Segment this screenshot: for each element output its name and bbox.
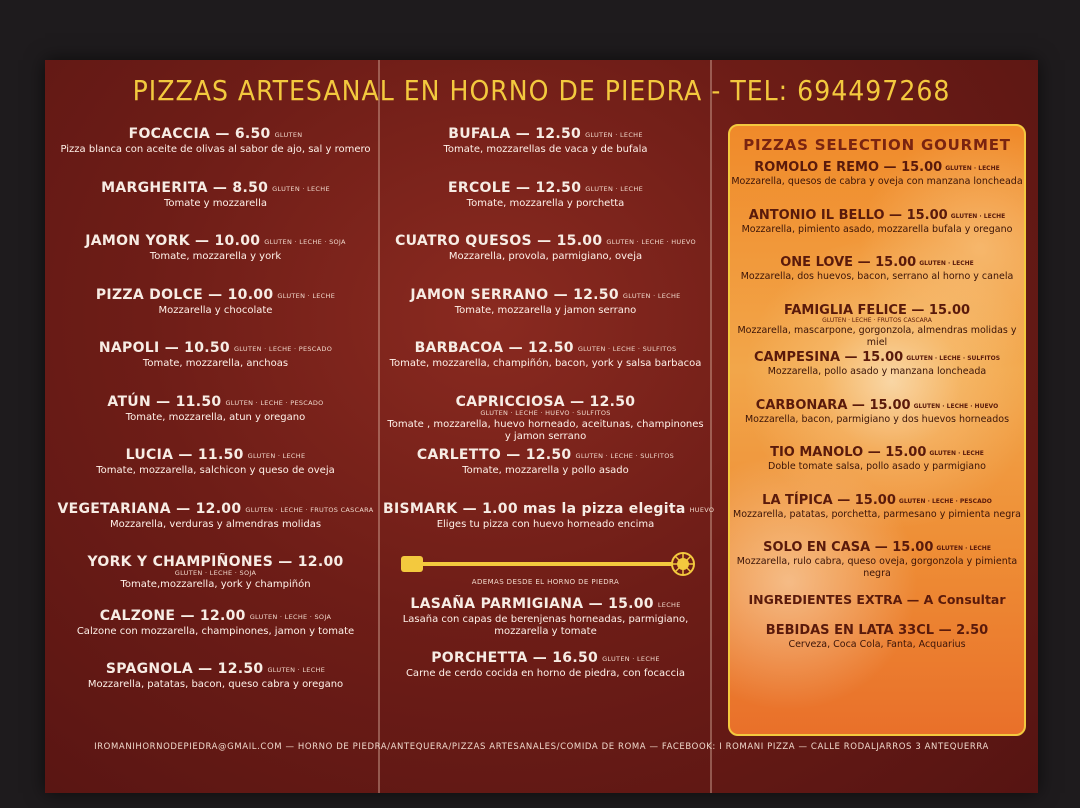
item-price: 10.00 (227, 286, 274, 303)
menu-item (383, 500, 715, 555)
item-price: 15.00 (906, 207, 948, 223)
item-price: 11.50 (197, 447, 244, 463)
item-price: 15.00 (854, 492, 896, 508)
fold-line (710, 60, 712, 793)
item-name: FAMIGLIA FELICE (783, 302, 907, 318)
item-price: 12.50 (525, 447, 572, 463)
item-name: PIZZA DOLCE (95, 286, 203, 303)
menu-column-left (53, 126, 378, 715)
allergen-tags: GLUTEN · LECHE (622, 291, 681, 300)
allergen-tags: GLUTEN · LECHE (919, 260, 974, 267)
item-price: 10.50 (184, 340, 230, 356)
menu-item-heading: PORCHETTA — 16.50 GLUTEN · LECHE (431, 649, 660, 666)
menu-item-heading: ERCOLE — 12.50 GLUTEN · LECHE (448, 179, 643, 196)
item-description: Doble tomate salsa, pollo asado y parmigiano (768, 461, 986, 472)
item-price: 11.50 (175, 393, 222, 410)
item-description: Mozzarella, mascarpone, gorgonzola, almendras molidas y miel (737, 324, 1017, 348)
item-name: YORK Y CHAMPIÑONES (87, 554, 274, 570)
menu-item-heading: CAMPESINA — 15.00 GLUTEN · LECHE · SULFITOS (753, 350, 1001, 365)
menu-item-heading: ANTONIO IL BELLO — 15.00 GLUTEN · LECHE (748, 207, 1006, 223)
item-description: Mozzarella, patatas, bacon, queso cabra y oregano (87, 679, 344, 690)
item-price: 15.00 (928, 302, 971, 318)
extra-ingredients: INGREDIENTES EXTRA — A Consultar (748, 591, 1006, 607)
item-price: 8.50 (232, 179, 269, 196)
menu-item (53, 233, 378, 287)
menu-item (53, 447, 378, 501)
menu-item-heading: ATÚN — 11.50 GLUTEN · LECHE · PESCADO (107, 393, 324, 410)
item-price: 12.50 (573, 286, 619, 303)
allergen-tags: GLUTEN · LECHE (945, 165, 1000, 172)
menu-item-heading: MARGHERITA — 8.50 GLUTEN · LECHE (101, 179, 330, 196)
item-price: 12.50 (217, 661, 264, 677)
item-description: Carne de cerdo cocida en horno de piedra, con focaccia (405, 667, 686, 679)
beverages: BEBIDAS EN LATA 33CL — 2.50 Cerveza, Coca Cola, Fanta, Acquarius (730, 623, 1024, 651)
item-price: 15.00 (885, 445, 927, 460)
item-price: 10.00 (214, 233, 261, 249)
menu-item-heading: PIZZA DOLCE — 10.00 GLUTEN · LECHE (95, 286, 336, 303)
menu-item-heading: LA TÍPICA — 15.00 GLUTEN · LECHE · PESCADO (762, 492, 992, 508)
allergen-tags: GLUTEN · LECHE · HUEVO · SULFITOS (480, 408, 611, 417)
item-price: 15.00 (556, 233, 603, 249)
item-name: PORCHETTA (431, 649, 528, 666)
allergen-tags: LECHE (657, 601, 681, 609)
menu-item (730, 255, 1024, 303)
item-description: Mozzarella, rulo cabra, queso oveja, gorgonzola y pimienta negra (736, 556, 1018, 579)
menu-item-heading: ROMOLO E REMO — 15.00 GLUTEN · LECHE (754, 160, 1000, 175)
menu-item-heading: BUFALA — 12.50 GLUTEN · LECHE (448, 126, 643, 142)
menu-item (383, 596, 708, 650)
menu-item (53, 180, 378, 234)
beverage-price: 2.50 (956, 622, 989, 638)
item-description: Mozzarella, quesos de cabra y oveja con manzana loncheada (731, 176, 1023, 187)
item-description: Mozzarella y chocolate (158, 304, 273, 316)
item-description: Tomate , mozzarella, huevo horneado, aceitunas, champinones y jamon serrano (387, 418, 704, 442)
menu-item (383, 233, 708, 287)
menu-item-heading: CARBONARA — 15.00 GLUTEN · LECHE · HUEVO (755, 397, 999, 413)
item-description: Mozzarella, bacon, parmigiano y dos huevos horneados (744, 413, 1010, 425)
item-price: 12.50 (589, 393, 636, 410)
item-name: ANTONIO IL BELLO (748, 207, 885, 223)
menu-item (53, 340, 378, 394)
menu-item-heading: YORK Y CHAMPIÑONES — 12.00 (87, 554, 344, 570)
item-name: LASAÑA PARMIGIANA (410, 596, 584, 612)
menu-item-heading: LUCIA — 11.50 GLUTEN · LECHE (125, 447, 306, 463)
menu-item-heading: BISMARK — 1.00 mas la pizza elegita HUEVO (383, 500, 715, 517)
allergen-tags: GLUTEN · LECHE (585, 131, 643, 139)
allergen-tags: GLUTEN · LECHE (585, 184, 643, 193)
beverage-name: BEBIDAS EN LATA 33CL (765, 622, 935, 638)
item-name: VEGETARIANA (57, 500, 171, 517)
item-description: Tomate, mozzarella, atun y oregano (125, 411, 306, 423)
item-description: Tomate y mozzarella (164, 197, 267, 209)
menu-item-heading: NAPOLI — 10.50 GLUTEN · LECHE · PESCADO (98, 340, 333, 356)
menu-item-heading: CARLETTO — 12.50 GLUTEN · LECHE · SULFITOS (416, 447, 675, 463)
item-description: Eliges tu pizza con huevo horneado encima (436, 518, 655, 530)
menu-item (53, 501, 378, 555)
menu-item (53, 661, 378, 715)
item-name: LUCIA (125, 447, 174, 463)
allergen-tags: GLUTEN · LECHE · SOJA (264, 238, 346, 246)
item-name: BISMARK (383, 500, 458, 517)
menu-item (730, 398, 1024, 446)
menu-item (730, 303, 1024, 351)
item-description: Mozzarella, pollo asado y manzana loncheada (767, 366, 987, 377)
item-description: Tomate, mozzarella, salchicon y queso de oveja (96, 465, 335, 476)
allergen-tags: GLUTEN (274, 131, 303, 139)
menu-item (730, 350, 1024, 398)
gourmet-panel (728, 124, 1026, 736)
allergen-tags: GLUTEN · LECHE · PESCADO (898, 497, 992, 505)
menu-item (730, 208, 1024, 256)
menu-item-heading: CUATRO QUESOS — 15.00 GLUTEN · LECHE · HUEVO (395, 233, 696, 249)
item-name: BUFALA (448, 126, 511, 142)
menu-item-heading: JAMON YORK — 10.00 GLUTEN · LECHE · SOJA (85, 233, 346, 249)
item-description: Mozzarella, provola, parmigiano, oveja (448, 251, 643, 262)
menu-item (383, 287, 708, 341)
item-description: Mozzarella, pimiento asado, mozzarella bufala y oregano (741, 223, 1013, 235)
allergen-tags: GLUTEN · LECHE · SULFITOS (906, 355, 1001, 362)
allergen-tags: GLUTEN · LECHE · PESCADO (225, 398, 324, 407)
allergen-tags: GLUTEN · LECHE (277, 291, 336, 300)
item-name: ATÚN (107, 393, 151, 410)
item-description: Tomate, mozzarellas de vaca y de bufala (443, 144, 648, 155)
item-price: 12.50 (528, 340, 574, 356)
item-name: SPAGNOLA (105, 661, 193, 677)
item-description: Mozzarella, dos huevos, bacon, serrano al horno y canela (740, 271, 1014, 282)
item-price: 16.50 (552, 649, 599, 666)
allergen-tags: GLUTEN · LECHE · FRUTOS CASCARA (822, 316, 932, 324)
allergen-tags: GLUTEN · LECHE · SOJA (249, 612, 332, 621)
item-description: Lasaña con capas de berenjenas horneadas, parmigiano, mozzarella y tomate (402, 614, 689, 637)
allergen-tags: GLUTEN · LECHE (267, 666, 326, 674)
menu-item (383, 180, 708, 234)
menu-item (383, 126, 708, 180)
item-description: Pizza blanca con aceite de olivas al sabor de ajo, sal y romero (60, 144, 371, 155)
item-price: 12.00 (297, 554, 344, 570)
menu-item (730, 540, 1024, 588)
item-description: Tomate, mozzarella y jamon serrano (454, 304, 637, 316)
item-price: 12.00 (199, 607, 246, 624)
menu-item (383, 447, 708, 501)
item-price: 15.00 (901, 160, 943, 175)
pizza-paddle-icon (383, 550, 708, 580)
item-name: CALZONE (99, 607, 176, 624)
item-name: TIO MANOLO (770, 445, 864, 460)
item-price: 1.00 mas la pizza elegita (482, 500, 686, 517)
menu-item (53, 394, 378, 448)
menu-item (730, 493, 1024, 541)
menu-item (53, 608, 378, 662)
item-price: 15.00 (869, 397, 911, 413)
menu-item-heading: ONE LOVE — 15.00 GLUTEN · LECHE (780, 255, 974, 270)
item-description: Tomate, mozzarella y york (149, 251, 282, 262)
footer-contact: IROMANIHORNODEPIEDRA@GMAIL.COM — HORNO DE PIEDRA/ANTEQUERA/PIZZAS ARTESANALES/COMIDA DE ROMA — FACEBOOK: I ROMANI PIZZA — CALLE RODALJARROS 3 ANTEQUERRA (94, 742, 989, 752)
fold-line (378, 60, 380, 793)
item-name: BARBACOA (414, 340, 504, 356)
item-price: 15.00 (862, 350, 904, 365)
item-description: Tomate, mozzarella y pollo asado (462, 465, 629, 476)
item-price: 6.50 (234, 126, 271, 142)
menu-item-heading: TIO MANOLO — 15.00 GLUTEN · LECHE (770, 445, 984, 460)
item-name: ERCOLE (448, 179, 511, 196)
allergen-tags: GLUTEN · LECHE (929, 450, 984, 457)
item-description: Tomate, mozzarella, champiñón, bacon, york y salsa barbacoa (389, 358, 702, 369)
item-description: Tomate, mozzarella y porchetta (466, 197, 625, 209)
allergen-tags: GLUTEN · LECHE · SULFITOS (575, 452, 675, 460)
menu-leaflet (45, 60, 1038, 793)
item-description: Mozzarella, verduras y almendras molidas (109, 518, 322, 530)
item-name: MARGHERITA (101, 179, 208, 196)
allergen-tags: GLUTEN · LECHE (950, 212, 1006, 220)
allergen-tags: GLUTEN · LECHE · HUEVO (913, 402, 999, 410)
menu-item-heading: BARBACOA — 12.50 GLUTEN · LECHE · SULFITOS (414, 340, 677, 356)
menu-item (53, 126, 378, 180)
menu-item (53, 287, 378, 341)
menu-column-middle (383, 126, 715, 703)
item-name: LA TÍPICA (762, 492, 833, 508)
menu-item-heading: CAPRICCIOSA — 12.50 (455, 393, 636, 410)
item-name: CAPRICCIOSA (455, 393, 565, 410)
menu-item (383, 650, 708, 704)
menu-item (730, 445, 1024, 493)
item-name: CARBONARA (755, 397, 848, 413)
item-name: ROMOLO E REMO (754, 160, 879, 175)
menu-item-heading: SPAGNOLA — 12.50 GLUTEN · LECHE (105, 661, 326, 677)
addition-note: ADEMAS DESDE EL HORNO DE PIEDRA (471, 578, 620, 586)
item-price: 12.50 (535, 126, 582, 142)
item-name: CUATRO QUESOS (395, 233, 532, 249)
item-name: NAPOLI (98, 340, 160, 356)
menu-item-heading: CALZONE — 12.00 GLUTEN · LECHE · SOJA (99, 607, 332, 624)
menu-item-heading: SOLO EN CASA — 15.00 GLUTEN · LECHE (763, 540, 991, 555)
item-description: Tomate, mozzarella, anchoas (142, 358, 289, 369)
menu-item-heading: VEGETARIANA — 12.00 GLUTEN · LECHE · FRUTOS CASCARA (57, 500, 374, 517)
allergen-tags: GLUTEN · LECHE · SOJA (174, 569, 257, 577)
item-description: Tomate,mozzarella, york y champiñón (120, 579, 311, 590)
item-description: Mozzarella, patatas, porchetta, parmesano y pimienta negra (733, 508, 1021, 520)
menu-item-heading: FAMIGLIA FELICE — 15.00 (783, 302, 971, 318)
item-price: 12.00 (195, 500, 242, 517)
item-name: JAMON YORK (85, 233, 190, 249)
item-price: 15.00 (892, 540, 934, 555)
menu-item-heading: JAMON SERRANO — 12.50 GLUTEN · LECHE (410, 286, 681, 303)
item-description: Calzone con mozzarella, champinones, jamon y tomate (76, 625, 355, 637)
allergen-tags: GLUTEN · LECHE · FRUTOS CASCARA (245, 505, 374, 514)
item-price: 15.00 (875, 255, 917, 270)
item-price: 15.00 (608, 596, 654, 612)
allergen-tags: GLUTEN · LECHE (936, 545, 991, 552)
menu-item (53, 554, 378, 608)
allergen-tags: GLUTEN · LECHE · HUEVO (606, 238, 696, 246)
allergen-tags: GLUTEN · LECHE · SULFITOS (577, 345, 677, 353)
menu-item (730, 160, 1024, 208)
item-name: ONE LOVE (780, 255, 854, 270)
allergen-tags: GLUTEN · LECHE (272, 184, 330, 193)
menu-item-heading: FOCACCIA — 6.50 GLUTEN (128, 126, 303, 142)
allergen-tags: HUEVO (689, 505, 715, 514)
item-name: SOLO EN CASA (763, 540, 871, 555)
menu-item (383, 340, 708, 394)
menu-item-heading: LASAÑA PARMIGIANA — 15.00 LECHE (410, 596, 681, 612)
item-name: CARLETTO (416, 447, 502, 463)
allergen-tags: GLUTEN · LECHE (602, 654, 660, 663)
beverage-list: Cerveza, Coca Cola, Fanta, Acquarius (788, 638, 966, 650)
item-name: JAMON SERRANO (410, 286, 549, 303)
item-price: 12.50 (535, 179, 582, 196)
menu-headline: PIZZAS ARTESANAL EN HORNO DE PIEDRA - TEL: 694497268 (132, 74, 951, 107)
gourmet-title: PIZZAS SELECTION GOURMET (743, 136, 1011, 154)
menu-item (383, 394, 708, 448)
allergen-tags: GLUTEN · LECHE (247, 452, 306, 460)
item-name: FOCACCIA (128, 126, 211, 142)
allergen-tags: GLUTEN · LECHE · PESCADO (233, 345, 333, 353)
item-name: CAMPESINA (753, 350, 841, 365)
